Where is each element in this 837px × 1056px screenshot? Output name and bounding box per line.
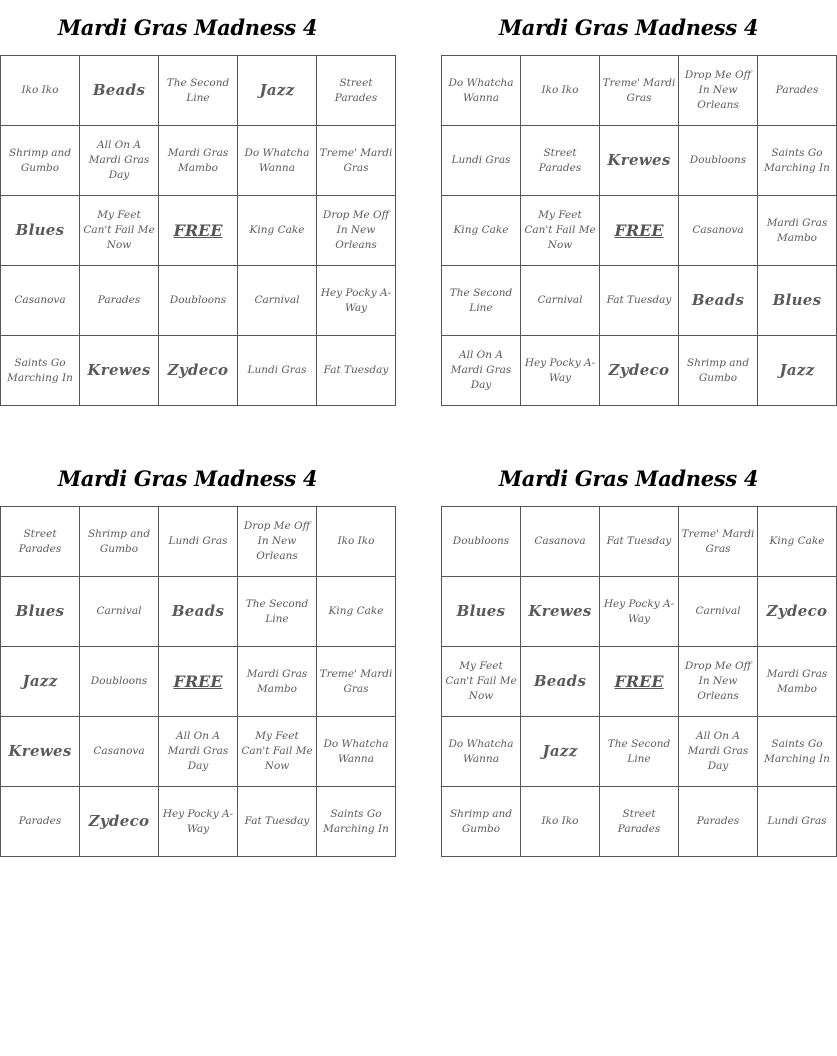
grid-cell: Jazz xyxy=(238,56,317,126)
grid-cell: Doubloons xyxy=(442,507,521,577)
grid-cell: Iko Iko xyxy=(1,56,80,126)
card-title: Mardi Gras Madness 4 xyxy=(498,466,759,491)
grid-cell: Mardi Gras Mambo xyxy=(758,647,837,717)
grid-cell: Iko Iko xyxy=(521,56,600,126)
bingo-card-2 xyxy=(441,0,830,406)
grid-row xyxy=(1,507,396,577)
card-title: Mardi Gras Madness 4 xyxy=(57,15,318,40)
grid-cell: Drop Me Off In New Orleans xyxy=(238,507,317,577)
grid-cell: Lundi Gras xyxy=(159,507,238,577)
bingo-grid xyxy=(441,506,837,857)
grid-cell: Saints Go Marching In xyxy=(758,717,837,787)
grid-cell: Carnival xyxy=(521,266,600,336)
grid-cell: Casanova xyxy=(679,196,758,266)
grid-cell: Shrimp and Gumbo xyxy=(1,126,80,196)
grid-cell: Casanova xyxy=(80,717,159,787)
grid-cell: Doubloons xyxy=(159,266,238,336)
grid-cell: Doubloons xyxy=(679,126,758,196)
card-title: Mardi Gras Madness 4 xyxy=(498,15,759,40)
grid-cell: Carnival xyxy=(679,577,758,647)
grid-row xyxy=(1,196,396,266)
grid-cell: King Cake xyxy=(442,196,521,266)
grid-row xyxy=(1,647,396,717)
grid-cell: Krewes xyxy=(80,336,159,406)
bingo-grid xyxy=(0,506,396,857)
grid-cell: Shrimp and Gumbo xyxy=(442,787,521,857)
grid-cell: Iko Iko xyxy=(317,507,396,577)
grid-cell: My Feet Can't Fail Me Now xyxy=(80,196,159,266)
grid-cell: Fat Tuesday xyxy=(317,336,396,406)
grid-cell: Lundi Gras xyxy=(758,787,837,857)
grid-cell: Drop Me Off In New Orleans xyxy=(679,647,758,717)
grid-cell: All On A Mardi Gras Day xyxy=(159,717,238,787)
grid-cell: Mardi Gras Mambo xyxy=(238,647,317,717)
grid-cell: Carnival xyxy=(238,266,317,336)
grid-cell: Street Parades xyxy=(521,126,600,196)
grid-cell: Krewes xyxy=(1,717,80,787)
grid-row xyxy=(1,577,396,647)
grid-cell: Treme' Mardi Gras xyxy=(600,56,679,126)
grid-cell: Saints Go Marching In xyxy=(1,336,80,406)
grid-cell: All On A Mardi Gras Day xyxy=(80,126,159,196)
grid-cell: All On A Mardi Gras Day xyxy=(679,717,758,787)
grid-cell: The Second Line xyxy=(159,56,238,126)
grid-cell: Doubloons xyxy=(80,647,159,717)
grid-cell: Zydeco xyxy=(80,787,159,857)
grid-cell: My Feet Can't Fail Me Now xyxy=(238,717,317,787)
grid-cell: Mardi Gras Mambo xyxy=(159,126,238,196)
grid-cell: Lundi Gras xyxy=(442,126,521,196)
bingo-card-1 xyxy=(0,0,393,406)
grid-cell: Do Whatcha Wanna xyxy=(238,126,317,196)
grid-cell: Krewes xyxy=(521,577,600,647)
free-space: FREE xyxy=(600,647,679,717)
grid-cell: Treme' Mardi Gras xyxy=(317,647,396,717)
bingo-grid xyxy=(441,55,837,406)
grid-row xyxy=(442,126,837,196)
grid-cell: Treme' Mardi Gras xyxy=(317,126,396,196)
grid-cell: Do Whatcha Wanna xyxy=(317,717,396,787)
grid-row xyxy=(1,126,396,196)
grid-cell: Parades xyxy=(80,266,159,336)
grid-cell: Fat Tuesday xyxy=(600,507,679,577)
grid-cell: All On A Mardi Gras Day xyxy=(442,336,521,406)
grid-row xyxy=(442,647,837,717)
grid-row xyxy=(442,196,837,266)
grid-cell: Street Parades xyxy=(1,507,80,577)
grid-cell: Casanova xyxy=(1,266,80,336)
grid-cell: Saints Go Marching In xyxy=(758,126,837,196)
free-space: FREE xyxy=(159,647,238,717)
grid-cell: Parades xyxy=(679,787,758,857)
grid-cell: Casanova xyxy=(521,507,600,577)
grid-row xyxy=(1,336,396,406)
grid-row xyxy=(442,577,837,647)
grid-cell: My Feet Can't Fail Me Now xyxy=(521,196,600,266)
bingo-card-4 xyxy=(441,451,830,857)
grid-cell: Saints Go Marching In xyxy=(317,787,396,857)
bingo-grid xyxy=(0,55,396,406)
free-space: FREE xyxy=(600,196,679,266)
grid-cell: Do Whatcha Wanna xyxy=(442,56,521,126)
grid-row xyxy=(442,336,837,406)
grid-cell: The Second Line xyxy=(600,717,679,787)
grid-cell: Beads xyxy=(521,647,600,717)
grid-cell: Zydeco xyxy=(758,577,837,647)
grid-row xyxy=(442,56,837,126)
grid-cell: Do Whatcha Wanna xyxy=(442,717,521,787)
grid-cell: Hey Pocky A-Way xyxy=(159,787,238,857)
grid-cell: Drop Me Off In New Orleans xyxy=(679,56,758,126)
grid-row xyxy=(442,787,837,857)
grid-cell: Shrimp and Gumbo xyxy=(679,336,758,406)
grid-cell: Fat Tuesday xyxy=(238,787,317,857)
grid-cell: Blues xyxy=(1,196,80,266)
grid-cell: Parades xyxy=(1,787,80,857)
grid-row xyxy=(1,266,396,336)
grid-row xyxy=(1,56,396,126)
grid-cell: Hey Pocky A-Way xyxy=(317,266,396,336)
grid-cell: Blues xyxy=(442,577,521,647)
grid-cell: Lundi Gras xyxy=(238,336,317,406)
grid-row xyxy=(442,507,837,577)
grid-row xyxy=(442,266,837,336)
grid-cell: Carnival xyxy=(80,577,159,647)
grid-cell: Jazz xyxy=(521,717,600,787)
grid-cell: Beads xyxy=(159,577,238,647)
grid-cell: Beads xyxy=(80,56,159,126)
grid-cell: Jazz xyxy=(1,647,80,717)
grid-cell: My Feet Can't Fail Me Now xyxy=(442,647,521,717)
grid-cell: Street Parades xyxy=(600,787,679,857)
grid-cell: King Cake xyxy=(238,196,317,266)
grid-cell: King Cake xyxy=(317,577,396,647)
grid-cell: Street Parades xyxy=(317,56,396,126)
grid-cell: Zydeco xyxy=(159,336,238,406)
grid-cell: Blues xyxy=(1,577,80,647)
grid-cell: Hey Pocky A-Way xyxy=(600,577,679,647)
grid-row xyxy=(1,787,396,857)
grid-row xyxy=(1,717,396,787)
grid-cell: Treme' Mardi Gras xyxy=(679,507,758,577)
grid-cell: The Second Line xyxy=(238,577,317,647)
grid-cell: Fat Tuesday xyxy=(600,266,679,336)
grid-cell: Jazz xyxy=(758,336,837,406)
grid-cell: Drop Me Off In New Orleans xyxy=(317,196,396,266)
grid-cell: Zydeco xyxy=(600,336,679,406)
grid-cell: King Cake xyxy=(758,507,837,577)
grid-cell: Beads xyxy=(679,266,758,336)
grid-cell: Blues xyxy=(758,266,837,336)
bingo-card-3 xyxy=(0,451,393,857)
grid-cell: Shrimp and Gumbo xyxy=(80,507,159,577)
free-space: FREE xyxy=(159,196,238,266)
grid-cell: Hey Pocky A-Way xyxy=(521,336,600,406)
grid-cell: Krewes xyxy=(600,126,679,196)
card-title: Mardi Gras Madness 4 xyxy=(57,466,318,491)
grid-cell: Parades xyxy=(758,56,837,126)
grid-cell: Mardi Gras Mambo xyxy=(758,196,837,266)
grid-cell: Iko Iko xyxy=(521,787,600,857)
grid-row xyxy=(442,717,837,787)
grid-cell: The Second Line xyxy=(442,266,521,336)
